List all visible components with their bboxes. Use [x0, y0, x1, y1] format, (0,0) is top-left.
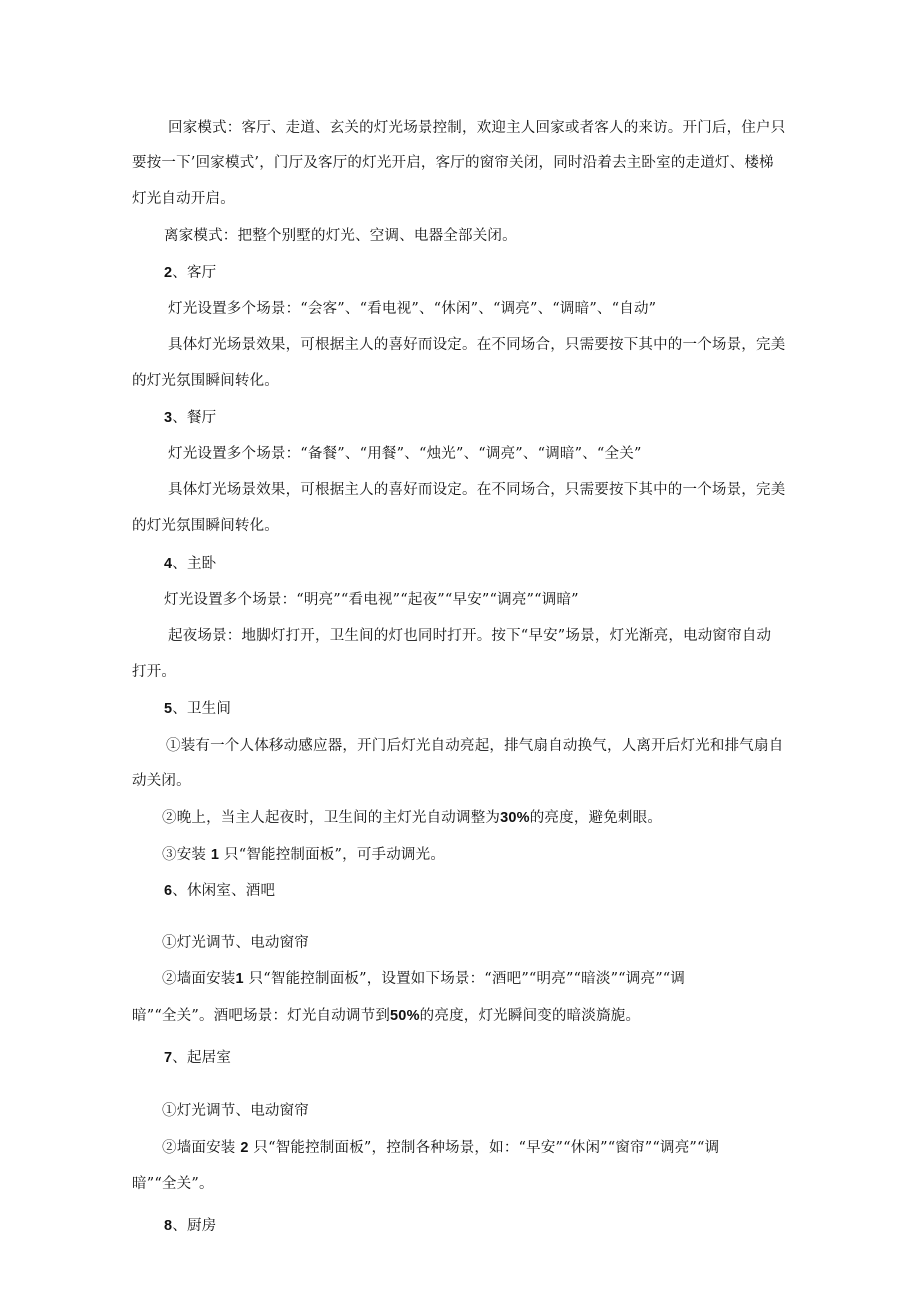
home-mode-text-3: 灯光自动开启。 [132, 191, 235, 207]
section-4-number: 4 [164, 556, 173, 572]
section-6-number: 6 [164, 883, 173, 899]
section-7-item-1 [0, 1101, 920, 1121]
section-6-item-2-text-d: 的亮度，灯光瞬间变的暗淡旖旎。 [419, 1008, 641, 1024]
section-4-scenes [0, 590, 920, 610]
section-3-desc-text-1: 具体灯光场景效果，可根据主人的喜好而设定。在不同场合，只需要按下其中的一个场景，完美 [168, 482, 786, 498]
section-7-item-2-text-b: 只“智能控制面板”，控制各种场景，如：“早安”“休闲”“窗帘”“调亮”“调 [253, 1140, 720, 1156]
section-5-number: 5 [164, 701, 173, 717]
section-2-desc-line-1 [0, 335, 920, 355]
section-6-item-2-text-b: 只“智能控制面板”，设置如下场景：“酒吧”“明亮”“暗淡”“调亮”“调 [248, 971, 686, 987]
section-5-item-3 [0, 845, 920, 865]
home-mode-text-1: 回家模式：客厅、走道、玄关的灯光场景控制，欢迎主人回家或者客人的来访。开门后，住户只 [168, 120, 786, 136]
section-4-desc-line-2 [0, 662, 920, 682]
section-4-scenes-text: 灯光设置多个场景：“明亮”“看电视”“起夜”“早安”“调亮”“调暗” [164, 592, 579, 608]
section-3-desc-line-1 [0, 480, 920, 500]
home-mode-line-3 [0, 189, 920, 209]
section-5-title: 、卫生间 [172, 701, 232, 717]
section-4-desc-text-1: 起夜场景：地脚灯打开，卫生间的灯也同时打开。按下“早安”场景，灯光渐亮，电动窗帘自动 [168, 628, 772, 644]
section-4-heading [0, 554, 920, 574]
section-5-item-1-text-2: 动关闭。 [132, 773, 191, 789]
section-7-item-2-line-1 [0, 1138, 920, 1158]
away-mode-line [0, 226, 920, 246]
section-2-desc-line-2 [0, 371, 920, 391]
section-5-item-2-text-a: ②晚上，当主人起夜时，卫生间的主灯光自动调整为 [162, 810, 501, 826]
section-5-item-2 [0, 808, 920, 828]
section-6-item-2-text-a: ②墙面安装 [162, 971, 236, 987]
section-5-item-1-text-1: ①装有一个人体移动感应器，开门后灯光自动亮起，排气扇自动换气，人离开后灯光和排气扇自 [166, 738, 784, 754]
section-4-desc-text-2: 打开。 [132, 664, 177, 680]
section-5-item-3-text-a: ③安装 [162, 847, 207, 863]
section-3-scenes-text: 灯光设置多个场景：“备餐”、“用餐”、“烛光”、“调亮”、“调暗”、“全关” [168, 446, 642, 462]
section-6-item-2-line-1 [0, 969, 920, 989]
section-7-item-2-text-a: ②墙面安装 [162, 1140, 236, 1156]
section-6-item-2-line-2 [0, 1006, 920, 1026]
section-2-scenes [0, 299, 920, 319]
section-3-desc-text-2: 的灯光氛围瞬间转化。 [132, 518, 279, 534]
section-7-title: 、起居室 [172, 1050, 232, 1066]
section-5-heading [0, 699, 920, 719]
section-6-item-1 [0, 933, 920, 953]
section-2-heading [0, 263, 920, 283]
section-5-item-2-text-b: 的亮度，避免刺眼。 [529, 810, 663, 826]
section-3-scenes [0, 444, 920, 464]
section-5-item-3-text-b: 只“智能控制面板”，可手动调光。 [224, 847, 446, 863]
section-7-item-2-number: 2 [240, 1140, 249, 1156]
section-6-item-1-text: ①灯光调节、电动窗帘 [162, 935, 309, 951]
section-6-item-2-text-c: 暗”“全关”。酒吧场景：灯光自动调节到 [132, 1008, 391, 1024]
section-2-number: 2 [164, 265, 173, 281]
section-2-title: 、客厅 [172, 265, 217, 281]
section-5-item-2-percent: 30% [500, 810, 530, 826]
section-3-number: 3 [164, 410, 173, 426]
section-7-item-2-text-c: 暗”“全关”。 [132, 1176, 214, 1192]
section-8-number: 8 [164, 1218, 173, 1234]
section-6-item-2-number: 1 [235, 971, 244, 987]
section-7-heading [0, 1048, 920, 1068]
home-mode-text-2: 要按一下’回家模式’，门厅及客厅的灯光开启，客厅的窗帘关闭，同时沿着去主卧室的走道灯、楼梯 [132, 155, 774, 171]
home-mode-line-1 [0, 118, 920, 138]
section-3-heading [0, 408, 920, 428]
section-6-item-2-percent: 50% [390, 1008, 420, 1024]
section-2-desc-text-1: 具体灯光场景效果，可根据主人的喜好而设定。在不同场合，只需要按下其中的一个场景，完美 [168, 337, 786, 353]
section-7-item-1-text: ①灯光调节、电动窗帘 [162, 1103, 309, 1119]
section-5-item-3-number: 1 [210, 847, 220, 863]
home-mode-line-2 [0, 153, 920, 173]
section-8-title: 、厨房 [172, 1218, 217, 1234]
section-2-scenes-text: 灯光设置多个场景：“会客”、“看电视”、“休闲”、“调亮”、“调暗”、“自动” [168, 301, 657, 317]
section-6-title: 、休闲室、酒吧 [172, 883, 276, 899]
section-6-heading [0, 881, 920, 901]
section-5-item-1-line-2 [0, 771, 920, 791]
section-3-title: 、餐厅 [172, 410, 217, 426]
section-7-number: 7 [164, 1050, 173, 1066]
section-4-title: 、主卧 [172, 556, 217, 572]
section-2-desc-text-2: 的灯光氛围瞬间转化。 [132, 373, 279, 389]
section-7-item-2-line-2 [0, 1174, 920, 1194]
section-5-item-1-line-1 [0, 736, 920, 756]
section-4-desc-line-1 [0, 626, 920, 646]
section-3-desc-line-2 [0, 516, 920, 536]
section-8-heading [0, 1216, 920, 1236]
away-mode-text: 离家模式：把整个别墅的灯光、空调、电器全部关闭。 [164, 228, 517, 244]
